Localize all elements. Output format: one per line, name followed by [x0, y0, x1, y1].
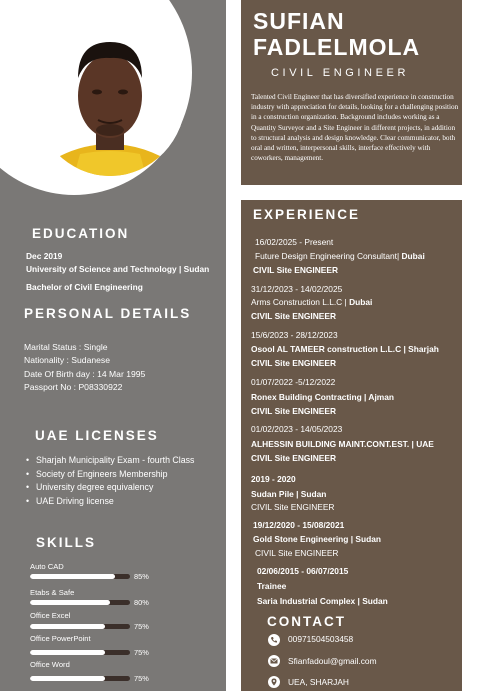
job-date: 16/02/2025 - Present: [255, 237, 334, 247]
job-date: 31/12/2023 - 14/02/2025: [251, 284, 343, 294]
job-company: ALHESSIN BUILDING MAINT.CONT.EST. | UAE: [251, 439, 434, 449]
education-school: University of Science and Technology | Sudan: [26, 264, 210, 274]
job-company: Arms Construction L.L.C | Dubai: [251, 297, 373, 307]
skill-percent: 80%: [134, 598, 149, 607]
skill-percent: 85%: [134, 572, 149, 581]
skill-bar-track: [30, 574, 130, 579]
skill-bar-track: [30, 600, 130, 605]
job-role: CIVIL Site ENGINEER: [255, 548, 339, 558]
job-company: Trainee: [257, 581, 287, 591]
contact-title: CONTACT: [267, 614, 346, 629]
job-date: 01/02/2023 - 14/05/2023: [251, 424, 343, 434]
email-icon: [268, 655, 280, 667]
job-role: CIVIL Site ENGINEER: [251, 502, 335, 512]
job-role: CIVIL Site ENGINEER: [251, 406, 337, 416]
skill-label: Auto CAD: [30, 562, 64, 571]
license-item: • Society of Engineers Membership: [24, 468, 194, 482]
skill-bar-fill: [30, 574, 115, 579]
personal-details-title: PERSONAL DETAILS: [24, 306, 192, 321]
left-sidebar: [0, 0, 226, 691]
skill-bar-track: [30, 624, 130, 629]
job-role: CIVIL Site ENGINEER: [251, 358, 337, 368]
education-title: EDUCATION: [32, 226, 130, 241]
experience-panel: [241, 200, 462, 691]
skill-percent: 75%: [134, 674, 149, 683]
passport-number: Passport No : P08330922: [24, 382, 123, 392]
job-date: 01/07/2022 -5/12/2022: [251, 377, 336, 387]
date-of-birth: Date Of Birth day : 14 Mar 1995: [24, 369, 146, 379]
skill-label: Office PowerPoint: [30, 634, 91, 643]
profile-photo: [34, 16, 186, 176]
job-role: CIVIL Site ENGINEER: [251, 453, 337, 463]
skill-percent: 75%: [134, 622, 149, 631]
licenses-title: UAE LICENSES: [35, 428, 159, 443]
location-icon: [268, 676, 280, 688]
job-company: Future Design Engineering Consultant| Dubai: [255, 251, 425, 261]
skill-bar-fill: [30, 624, 105, 629]
profile-summary: Talented Civil Engineer that has diversified experience in construction industry with appreciation for details, looking for a challenging position in a construction organization. Background includes working as a Quantity Surveyor and a Site Engineer in different projects, in addition to structural analysis and design knowledge. Clear communicator, both oral and written, interpersonal skills, interface effectively with coworkers, management.: [251, 93, 459, 163]
job-company: Ronex Building Contracting | Ajman: [251, 392, 395, 402]
experience-title: EXPERIENCE: [253, 207, 361, 222]
license-item: • Sharjah Municipality Exam - fourth Class: [24, 454, 194, 468]
contact-address: UEA, SHARJAH: [288, 677, 349, 687]
skill-bar-fill: [30, 600, 110, 605]
skill-bar-track: [30, 650, 130, 655]
education-degree: Bachelor of Civil Engineering: [26, 282, 143, 292]
header-panel: [241, 0, 462, 185]
job-title: CIVIL ENGINEER: [271, 67, 410, 79]
job-role: CIVIL Site ENGINEER: [253, 265, 339, 275]
job-date: 02/06/2015 - 06/07/2015: [257, 566, 349, 576]
job-company: Gold Stone Engineering | Sudan: [253, 534, 381, 544]
skill-label: Office Excel: [30, 611, 71, 620]
licenses-list: [24, 454, 194, 508]
nationality: Nationality : Sudanese: [24, 355, 110, 365]
skill-label: Office Word: [30, 660, 70, 669]
job-role: CIVIL Site ENGINEER: [251, 311, 337, 321]
license-item: • UAE Driving license: [24, 495, 194, 509]
job-date: 15/6/2023 - 28/12/2023: [251, 330, 338, 340]
skill-bar-fill: [30, 676, 105, 681]
license-item: • University degree equivalency: [24, 481, 194, 495]
education-date: Dec 2019: [26, 251, 63, 261]
skill-label: Etabs & Safe: [30, 588, 75, 597]
skills-title: SKILLS: [36, 535, 97, 550]
skill-percent: 75%: [134, 648, 149, 657]
first-name: SUFIAN: [253, 8, 345, 34]
skill-bar-track: [30, 676, 130, 681]
phone-icon: [268, 634, 280, 646]
contact-email[interactable]: Sfianfadoul@gmail.com: [288, 656, 377, 666]
last-name: FADLELMOLA: [253, 34, 421, 60]
skill-bar-fill: [30, 650, 105, 655]
contact-phone[interactable]: 00971504503458: [288, 634, 354, 644]
marital-status: Marital Status : Single: [24, 342, 108, 352]
job-date: 19/12/2020 - 15/08/2021: [253, 520, 345, 530]
job-date: 2019 - 2020: [251, 474, 296, 484]
job-role: Saria Industrial Complex | Sudan: [257, 596, 388, 606]
job-company: Sudan Pile | Sudan: [251, 489, 327, 499]
job-company: Osool AL TAMEER construction L.L.C | Sharjah: [251, 344, 439, 354]
